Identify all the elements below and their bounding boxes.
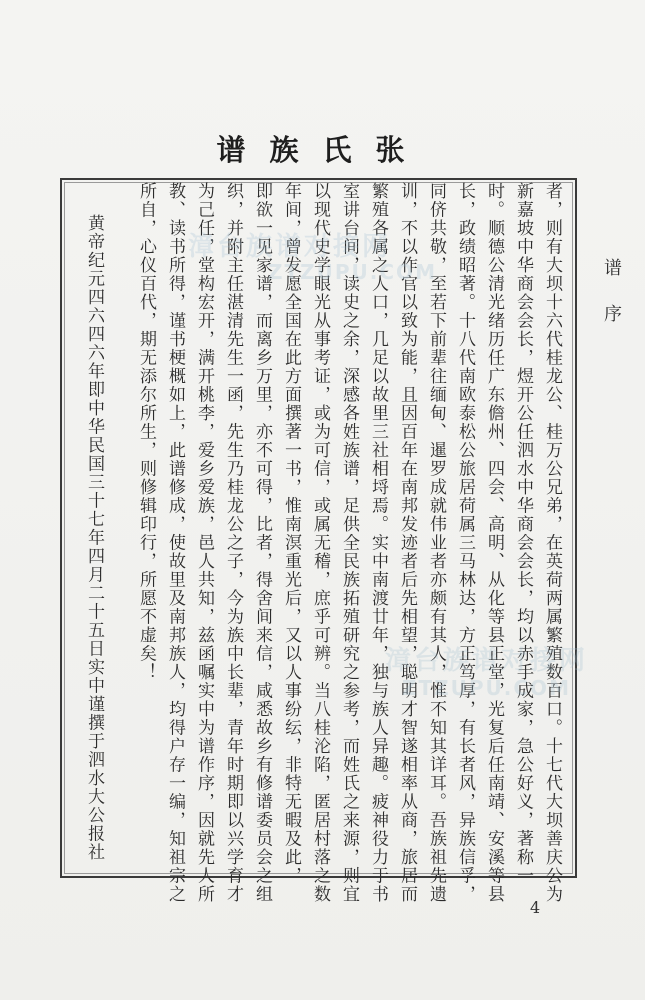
text-column: 以现代史学眼光从事考证，或为可信，或属无稽，庶乎可辨。当八桂沦陷，匿居村落之数 (310, 182, 330, 904)
text-column: 繁殖各属之人口，几足以故里三社相埒焉。实中南渡廿年，独与族人异趣。疲神役力于书 (368, 182, 388, 904)
text-column: 即欲一见家谱，而离乡万里，亦不可得，比者，得舍间来信，咸悉故乡有修谱委员会之组 (252, 182, 272, 904)
watermark-url: ZTZUPU.COM (268, 260, 437, 284)
text-column: 同侪共敬，至若下前辈往缅甸、暹罗成就伟业者亦颇有其人，惟不知其详耳。吾族祖先遗 (426, 182, 446, 904)
watermark-text: 漳台族谱对接网 (385, 646, 589, 676)
watermark-text: 漳台族谱对接网 (188, 232, 392, 262)
text-column: 所自，心仪百代，期无添尔所生，则修辑印行，所愿不虚矣！ (136, 182, 156, 682)
text-column: 时。顺德公清光绪历任广东儋州、四会、高明、从化等县正堂，光复后任南靖、安溪等县 (484, 182, 504, 904)
text-column: 者，则有大坝十六代桂龙公、桂万公兄弟，在英荷两属繁殖数百口。十七代大坝善庆公为 (542, 182, 562, 904)
text-column: 年间，曾发愿全国在此方面撰著一书，惟南溟重光后，又以人事纷纭，非特无暇及此， (281, 182, 301, 885)
preface-label: 谱序 (601, 258, 622, 350)
page-number: 4 (530, 898, 541, 917)
text-column: 室讲台间，读史之余，深感各姓族谱，足供全民族拓殖研究之参考，而姓氏之来源，则宜 (339, 182, 359, 904)
text-column: 训，不以作官以致为能，且因百年在南邦发迹者后先相望，聪明才智遂相率从商，旅居而 (397, 182, 417, 904)
text-column: 新嘉坡中华商会会长，煜开公任泗水中华商会会长，均以赤手成家，急公好义，著称一 (513, 182, 533, 885)
text-column: 为己任，堂构宏开，满开桃李，爱乡爱族，邑人共知，兹函嘱实中为谱作序，因就先人所 (194, 182, 214, 904)
text-column: 织，并附主任湛清先生一函，先生乃桂龙公之子，今为族中长辈，青年时期即以兴学育才 (223, 182, 243, 904)
watermark-url: ZTZUPU.COM (402, 676, 571, 700)
page-title: 谱族氏张 (216, 133, 429, 167)
colophon-column: 黄帝纪元四六四六年即中华民国三十七年四月二十五日实中谨撰于泗水大公报社 (84, 214, 104, 862)
text-column: 教、读书所得，谨书梗概如上，此谱修成，使故里及南邦族人，均得户存一编，知祖宗之 (165, 182, 185, 904)
text-column: 长，政绩昭著。十八代南欧泰松公旅居荷属三马林达，方正笃厚，有长者风，异族信孚， (455, 182, 475, 904)
